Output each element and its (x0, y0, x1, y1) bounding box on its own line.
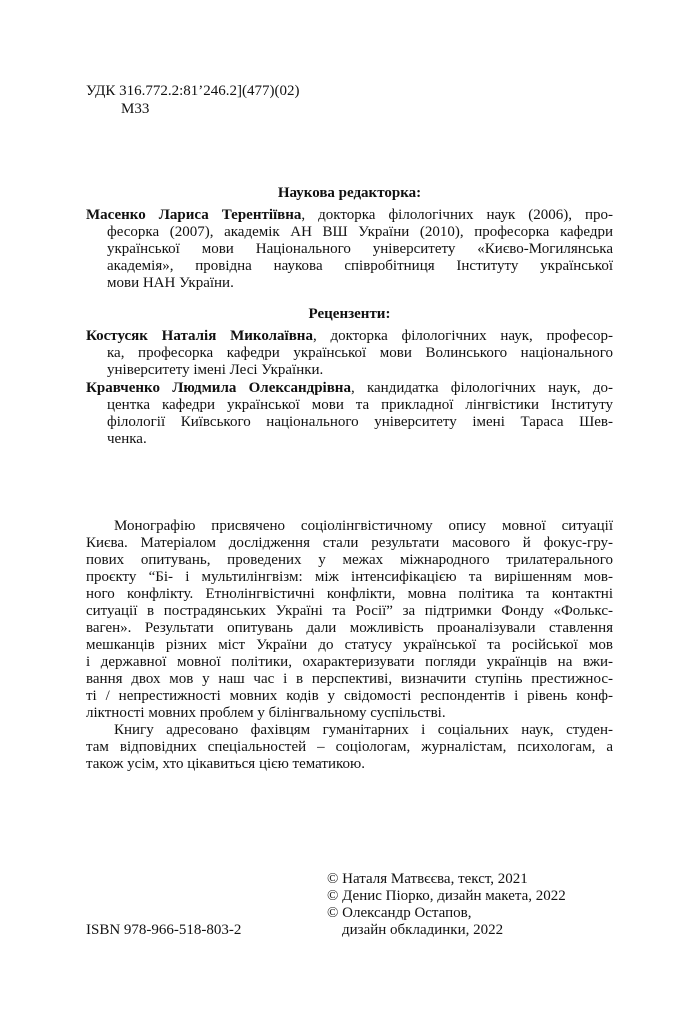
abstract-line-15: також усім, хто цікавиться цією тематикою. (86, 756, 365, 772)
reviewer1-line-3: університету імені Лесі Українки. (107, 362, 324, 378)
reviewer1-name: Костусяк Наталія Миколаївна (86, 328, 313, 344)
editor-line-4: академія», провідна наукова співробітниця Інституту української (107, 258, 613, 274)
abstract-line-11: ті / непрестижності мовних кодів у свідомості респондентів і рівень конф- (86, 688, 613, 704)
copyright-line-3: © Олександр Остапов, (327, 905, 472, 921)
reviewer2-line-1 (86, 380, 613, 397)
abstract-line-1: Монографію присвячено соціолінгвістичному опису мовної ситуації (114, 518, 613, 534)
editor-line-3: української мови Національного університету «Києво-Могилянська (107, 241, 613, 257)
abstract-line-3: пових опитувань, проведених у межах міжнародного трилатерального (86, 552, 613, 568)
reviewer1-line-2: ка, професорка кафедри української мови Волинського національного (107, 345, 613, 361)
reviewer1-line-1 (86, 328, 613, 345)
reviewer2-line-4: ченка. (107, 431, 147, 447)
isbn: ISBN 978-966-518-803-2 (86, 922, 242, 938)
abstract-line-13: Книгу адресовано фахівцям гуманітарних і соціальних наук, студен- (114, 722, 613, 738)
abstract-line-2: Києва. Матеріалом дослідження стали результати масового й фокус-гру- (86, 535, 613, 551)
editor-heading: Наукова редакторка: (277, 185, 422, 201)
abstract-line-10: вання двох мов у наш час і в перспективі, визначити ступінь престижнос- (86, 671, 613, 687)
editor-line-2: фесорка (2007), академік АН ВШ України (2010), професорка кафедри (107, 224, 613, 240)
reviewer2-text: , кандидатка філологічних наук, до- (350, 380, 613, 396)
udk-code: УДК 316.772.2:81’246.2](477)(02) (86, 83, 300, 99)
reviewer2-line-3: філології Київського національного університету імені Тараса Шев- (107, 414, 613, 430)
copyright-line-1: © Наталя Матвєєва, текст, 2021 (327, 871, 528, 887)
abstract-line-5: ного конфлікту. Етнолінгвістичні конфлікти, мовна політика та контактні (86, 586, 613, 602)
reviewer2-name: Кравченко Людмила Олександрівна (86, 380, 351, 396)
copyright-line-4: дизайн обкладинки, 2022 (342, 922, 504, 938)
author-mark: М33 (121, 101, 150, 117)
reviewers-heading: Рецензенти: (308, 306, 391, 322)
abstract-line-6: ситуації в пострадянських Україні та Росії” за підтримки Фонду «Фолькс- (86, 603, 613, 619)
abstract-line-8: мешканців різних міст України до статусу української та російської мов (86, 637, 613, 653)
reviewer2-line-2: центка кафедри української мови та прикладної лінгвістики Інституту (107, 397, 613, 413)
abstract-line-4: проєкту “Бі- і мультилінгвізм: між інтенсифікацією та вирішенням мов- (86, 569, 613, 585)
copyright-line-2: © Денис Піорко, дизайн макета, 2022 (327, 888, 566, 904)
abstract-line-7: ваген». Результати опитувань дали можливість проаналізували ставлення (86, 620, 613, 636)
abstract-line-9: і державної мовної політики, охарактеризувати погляди українців на вжи- (86, 654, 613, 670)
reviewer1-text: , докторка філологічних наук, професор- (312, 328, 613, 344)
abstract-line-12: ліктності мовних проблем у білінгвальному суспільстві. (86, 705, 446, 721)
editor-text: , докторка філологічних наук (2006), про- (301, 207, 613, 223)
editor-line-5: мови НАН України. (107, 275, 234, 291)
editor-line-1 (86, 207, 613, 224)
abstract-line-14: там відповідних спеціальностей – соціологам, журналістам, психологам, а (86, 739, 613, 755)
editor-name: Масенко Лариса Терентіївна (86, 207, 302, 223)
